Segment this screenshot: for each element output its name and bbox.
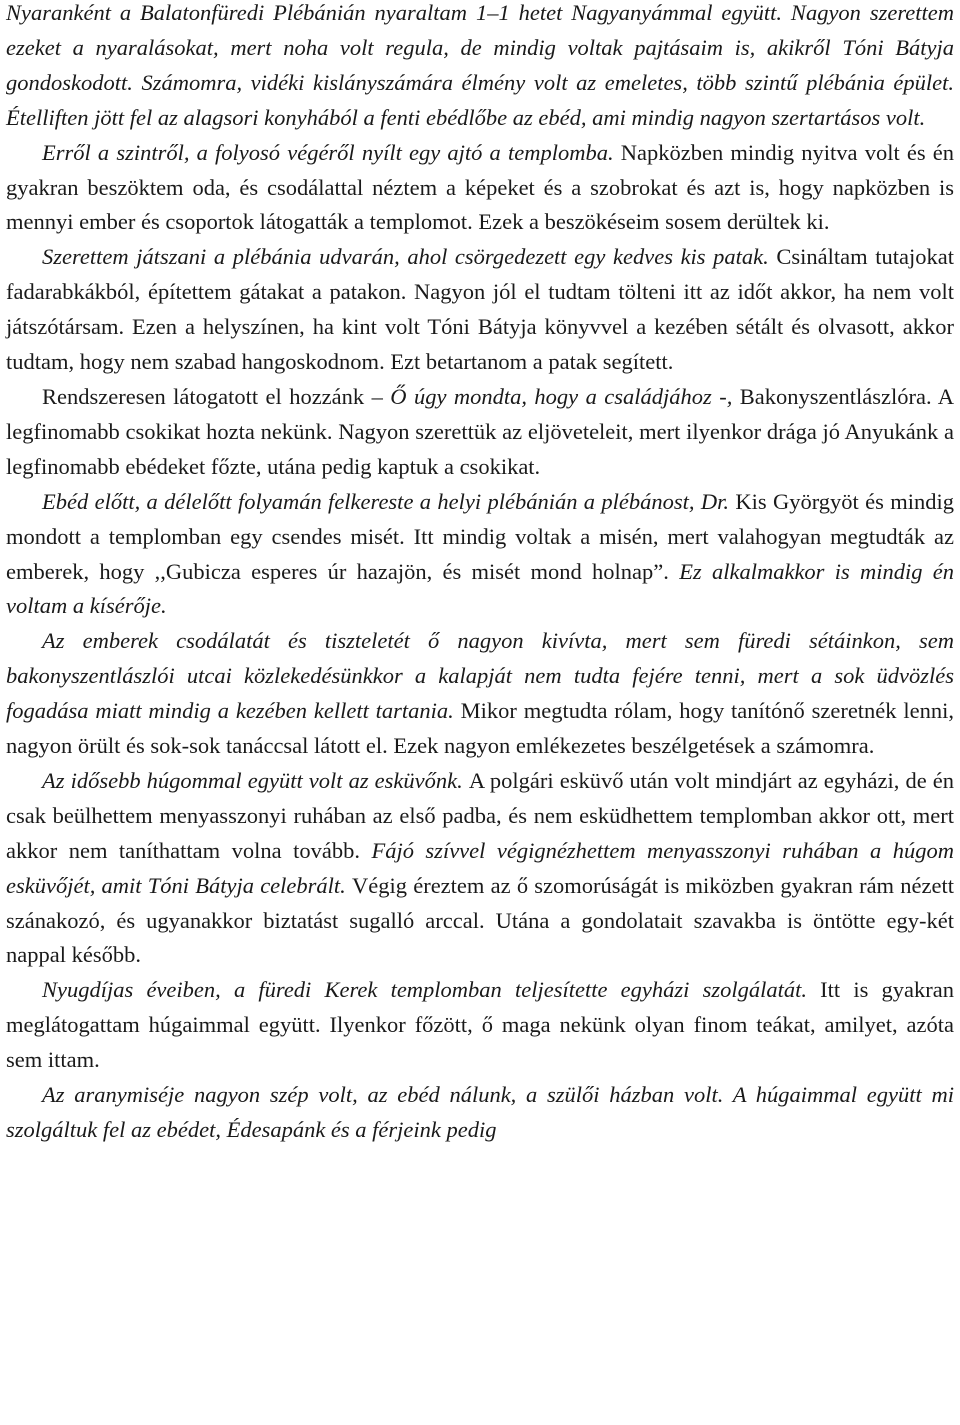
italic-text: Nyugdíjas éveiben, a füredi Kerek templomban teljesítette egyházi szolgálatát. [42, 977, 821, 1003]
italic-text: Ez alkalmakkor is mindig én voltam a kísérője. [6, 558, 955, 619]
italic-text: Szerettem játszani a plébánia udvarán, ahol csörgedezett egy kedves kis patak. [42, 244, 777, 270]
italic-text: Erről a szintről, a folyosó végéről nyílt egy ajtó a templomba. [42, 139, 621, 165]
text-run: Végig éreztem az ő szomorúságát is miközben gyakran rám nézett szánakozó, és ugyanakkor biztatást sugalló arccal. Utána a gondolatait szavakba is öntötte egy-két nappal később. [6, 872, 954, 968]
text-run: Napközben mindig nyitva volt és én gyakran beszöktem oda, és csodálattal néztem a képeket és a szobrokat és azt is, hogy napközben is mennyi ember és csoportok látogatták a templomot. Ezek a beszökéseim sosem derültek ki. [6, 139, 954, 235]
text-run: A polgári esküvő után volt mindjárt az egyházi, de én csak beülhettem menyasszonyi ruhában az első padba, és nem esküdhettem templomban akkor ott, mert akkor nem taníthattam volna tovább. [6, 767, 954, 863]
italic-text: Az aranymiséje nagyon szép volt, az ebéd nálunk, a szülői házban volt. A húgaimmal együtt mi szolgáltuk fel az ebédet, Édesapánk és a férjeink pedig [6, 1082, 954, 1142]
italic-text: Ő úgy mondta, hogy a családjához -, [390, 383, 740, 409]
body-text [6, 0, 954, 1148]
paragraph [6, 136, 954, 241]
text-run: Mikor megtudta rólam, hogy tanítónő szeretnék lenni, nagyon örült és sok-sok tanáccsal látott el. Ezek nagyon emlékezetes beszélgetések a számomra. [6, 698, 954, 759]
italic-text: Az idősebb húgommal együtt volt az esküvőnk. [42, 767, 469, 793]
paragraph [6, 1078, 954, 1148]
italic-text: Nyaranként a Balatonfüredi Plébánián nyaraltam 1–1 hetet Nagyanyámmal együtt. Nagyon szerettem ezeket a nyaralásokat, mert noha volt regula, de mindig voltak pajtásaim is, akikről Tóni Bátyja gondoskodott. Számomra, vidéki kislányszámára élmény volt az emeletes, több szintű plébánia épület. Ételliften jött fel az alagsori konyhából a fenti ebédlőbe az ebéd, ami mindig nagyon szertartásos volt. [6, 0, 954, 130]
text-run: Itt is gyakran meglátogattam húgaimmal együtt. Ilyenkor főzött, ő maga nekünk olyan finom teákat, amilyet, azóta sem ittam. [6, 977, 955, 1073]
paragraph [6, 624, 954, 764]
text-run: Csináltam tutajokat fadarabkákból, építettem gátakat a patakon. Nagyon jól el tudtam tölteni itt az időt akkor, ha nem volt játszótársam. Ezen a helyszínen, ha kint volt Tóni Bátyja könyvvel a kezében sétált és olvasott, akkor tudtam, hogy nem szabad hangoskodnom. Ezt betartanom a patak segített. [6, 244, 954, 375]
paragraph [6, 0, 954, 136]
paragraph [6, 973, 954, 1078]
text-run: Rendszeresen látogatott el hozzánk – [42, 383, 391, 409]
text-run: Kis Györgyöt és mindig mondott a templomban egy csendes misét. Itt mindig voltak a misén, mert valahogyan megtudták az emberek, hogy ,,Gubicza esperes úr hazajön, és misét mond holnap”. [6, 488, 954, 584]
italic-text: Az emberek csodálatát és tiszteletét ő nagyon kivívta, mert sem füredi sétáinkon, sem bakonyszentlászlói utcai közlekedésünkkor a kalapját nem tudta fejére tenni, mert a sok üdvözlés fogadása miatt mindig a kezében kellett tartania. [6, 628, 954, 724]
text-run: Bakonyszentlászlóra. A legfinomabb csokikat hozta nekünk. Nagyon szerettük az eljöveteleit, mert ilyenkor drága jó Anyukánk a legfinomabb ebédeket főzte, utána pedig kaptuk a csokikat. [6, 383, 955, 479]
paragraph [6, 240, 954, 380]
paragraph [6, 764, 954, 973]
paragraph [6, 485, 954, 625]
italic-text: Fájó szívvel végignézhettem menyasszonyi ruhában a húgom esküvőjét, amit Tóni Bátyja celebrált. [6, 837, 954, 898]
italic-text: Ebéd előtt, a délelőtt folyamán felkereste a helyi plébánián a plébánost, Dr. [42, 488, 736, 514]
paragraph [6, 380, 954, 485]
